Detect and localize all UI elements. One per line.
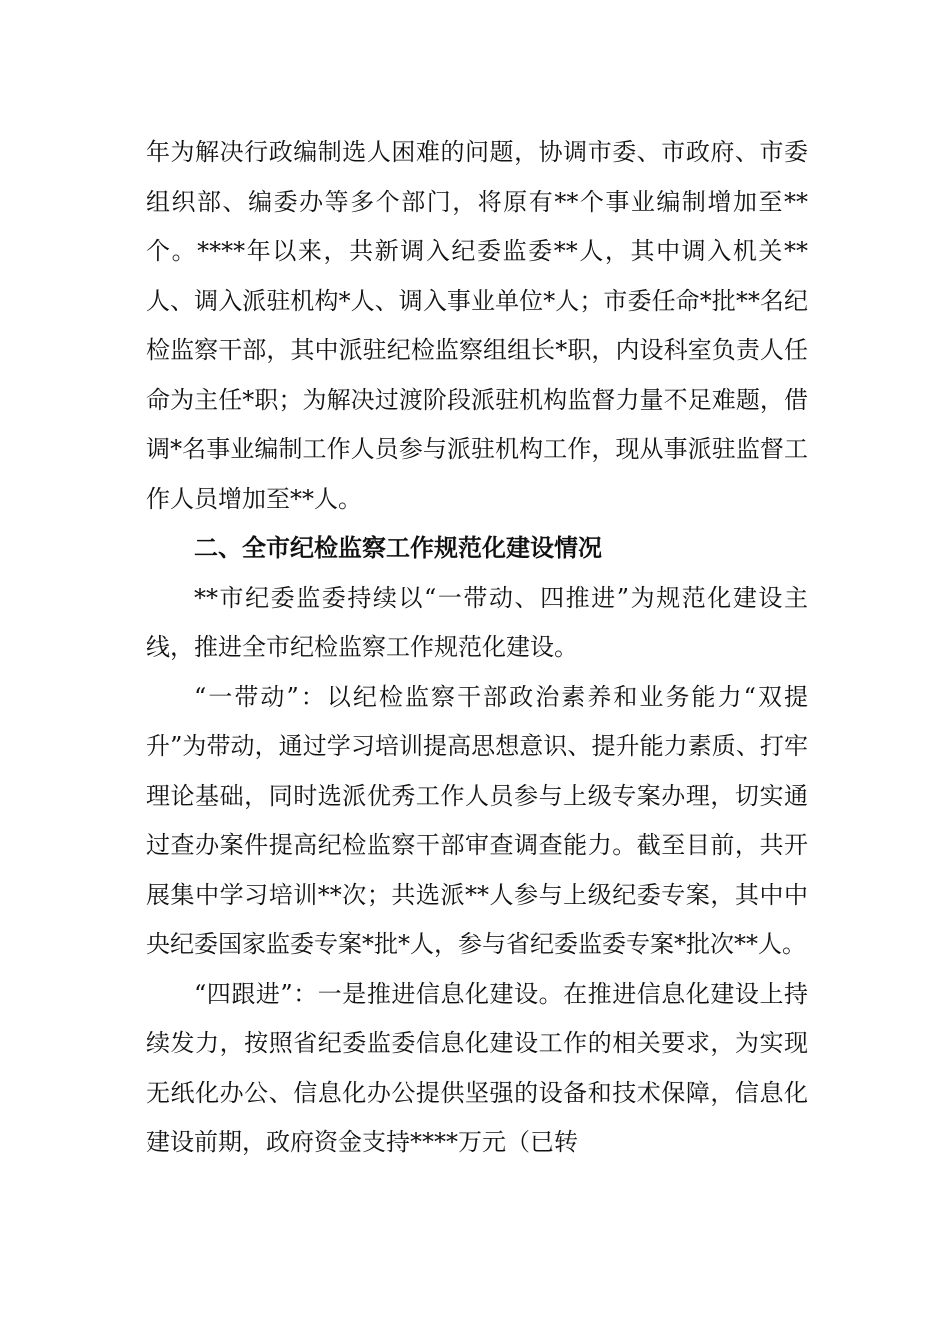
paragraph-intro: **市纪委监委持续以“一带动、四推进”为规范化建设主线，推进全市纪检监察工作规范化建设。: [146, 583, 808, 661]
paragraph-one-drive: “一带动”：以纪检监察干部政治素养和业务能力“双提升”为带动，通过学习培训提高思想意识、提升能力素质、打牢理论基础，同时选派优秀工作人员参与上级专案办理，切实通过查办案件提高纪检监察干部审查调查能力。截至目前，共开展集中学习培训**次；共选派**人参与上级纪委专案，其中中央纪委国家监委专案*批*人，参与省纪委监委专案*批次**人。: [146, 682, 808, 958]
paragraph-continuation: 年为解决行政编制选人困难的问题，协调市委、市政府、市委组织部、编委办等多个部门，将原有**个事业编制增加至**个。****年以来，共新调入纪委监委**人，其中调入机关**人、调入派驻机构*人、调入事业单位*人；市委任命*批**名纪检监察干部，其中派驻纪检监察组组长*职，内设科室负责人任命为主任*职；为解决过渡阶段派驻机构监督力量不足难题，借调*名事业编制工作人员参与派驻机构工作，现从事派驻监督工作人员增加至**人。: [146, 138, 808, 513]
paragraph-four-follow: “四跟进”：一是推进信息化建设。在推进信息化建设上持续发力，按照省纪委监委信息化建设工作的相关要求，为实现无纸化办公、信息化办公提供坚强的设备和技术保障，信息化建设前期，政府资金支持****万元（已转: [146, 979, 808, 1156]
document-page: [146, 128, 808, 1168]
section-heading: 二、全市纪检监察工作规范化建设情况: [194, 534, 602, 562]
